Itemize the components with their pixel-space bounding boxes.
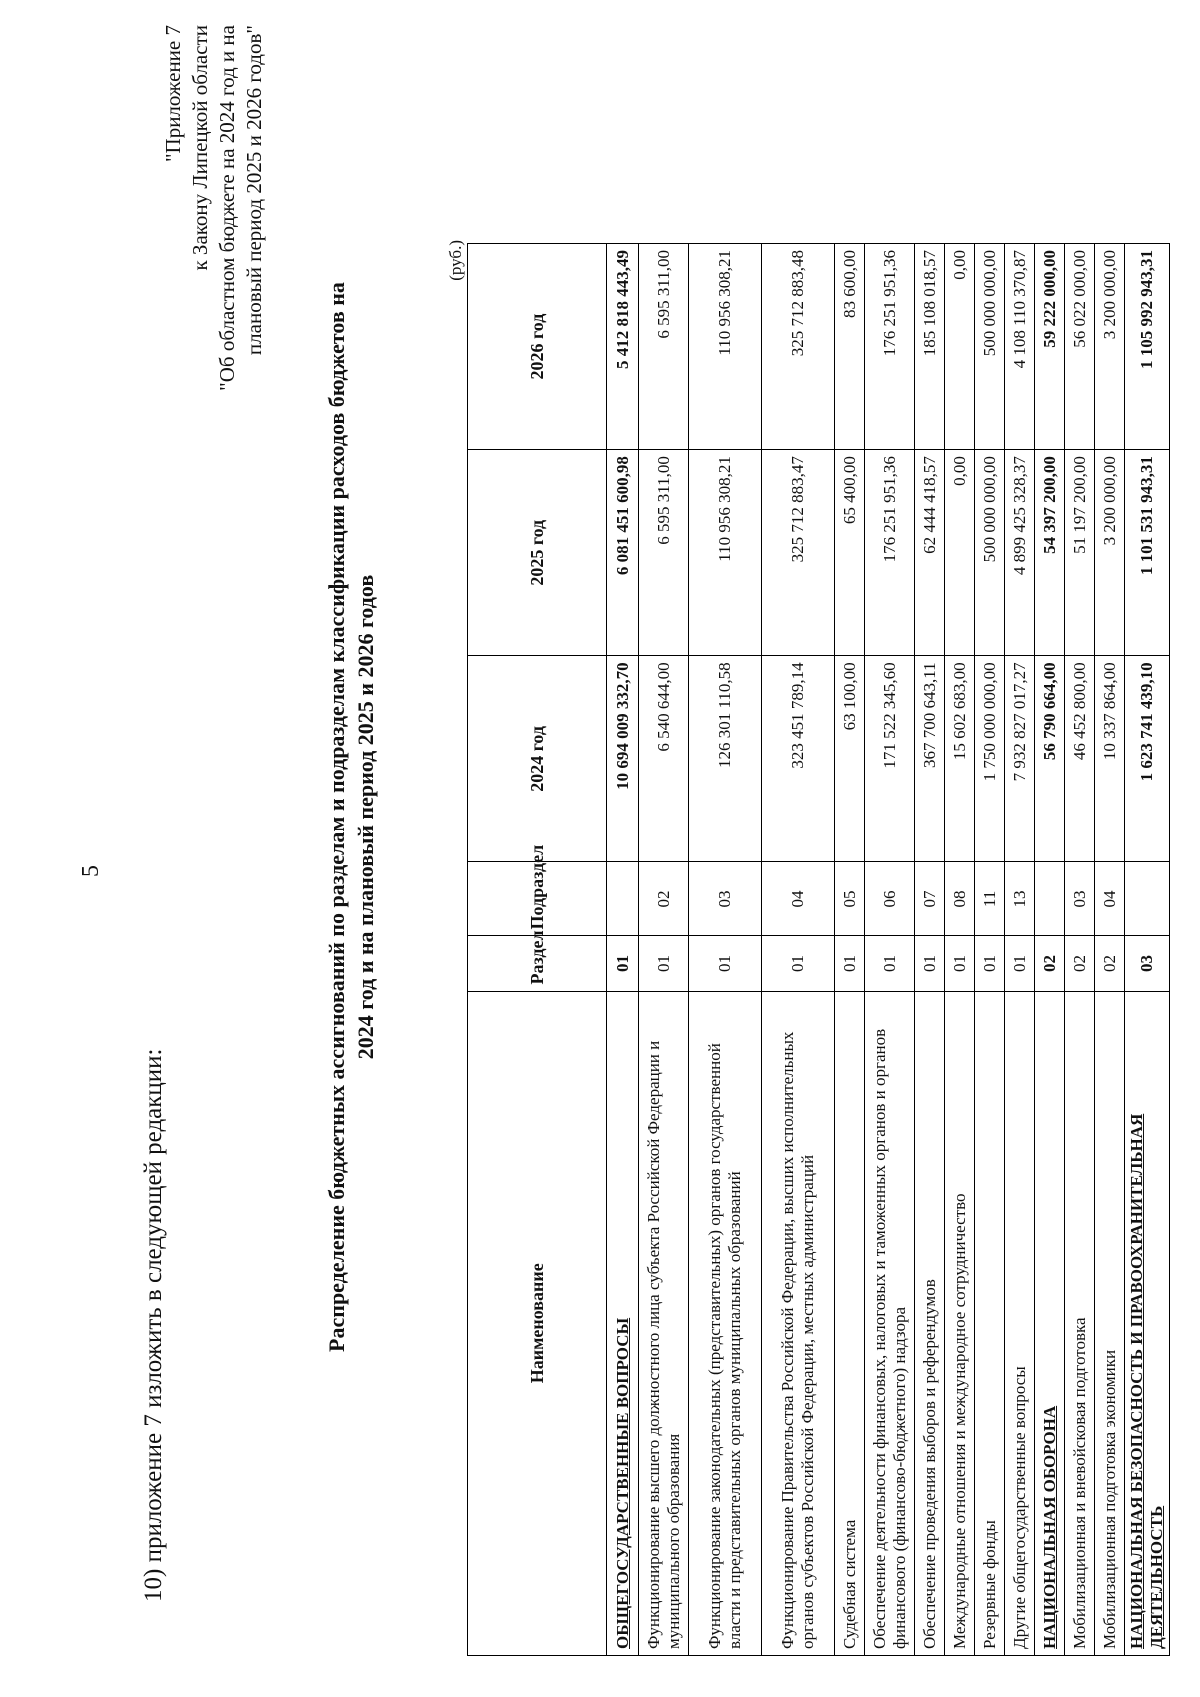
row-value-2024: 1 750 000 000,00: [975, 656, 1005, 862]
header-name: Наименование: [468, 991, 607, 1655]
header-section: Раздел: [468, 936, 607, 991]
row-value-2026: 4 108 110 370,87: [1005, 244, 1035, 450]
row-name: Мобилизационная и вневойсковая подготовка: [1065, 991, 1095, 1655]
budget-table: [467, 243, 1170, 1656]
table-row: [945, 244, 975, 1656]
annex-line: плановый период 2025 и 2026 годов": [242, 25, 266, 356]
row-subsection: 11: [975, 862, 1005, 936]
row-section: 01: [865, 936, 915, 991]
row-value-2026: 5 412 818 443,49: [607, 244, 639, 450]
annex-header: [160, 25, 268, 725]
row-name: Функционирование Правительства Российской Федерации, высших исполнительных органов субъектов Российской Федерации, местных администраций: [762, 991, 835, 1655]
row-subsection: 08: [945, 862, 975, 936]
row-value-2026: 56 022 000,00: [1065, 244, 1095, 450]
row-value-2025: 6 081 451 600,98: [607, 450, 639, 656]
row-section: 01: [975, 936, 1005, 991]
row-value-2026: 59 222 000,00: [1035, 244, 1065, 450]
row-section: 02: [1035, 936, 1065, 991]
row-subsection: [1125, 862, 1170, 936]
row-value-2025: 54 397 200,00: [1035, 450, 1065, 656]
row-value-2026: 325 712 883,48: [762, 244, 835, 450]
row-value-2025: 0,00: [945, 450, 975, 656]
row-section: 01: [945, 936, 975, 991]
page-number: 5: [78, 865, 104, 877]
table-row: [1095, 244, 1125, 1656]
row-section: 01: [915, 936, 945, 991]
table-row: [1005, 244, 1035, 1656]
row-value-2025: 51 197 200,00: [1065, 450, 1095, 656]
unit-label: (руб.): [446, 240, 465, 281]
header-2024: 2024 год: [468, 656, 607, 862]
row-section: 01: [639, 936, 689, 991]
intro-text: 10) приложение 7 изложить в следующей редакции:: [140, 1048, 167, 1602]
row-name: Другие общегосударственные вопросы: [1005, 991, 1035, 1655]
row-subsection: 02: [639, 862, 689, 936]
title-line-1: Распределение бюджетных ассигнований по разделам и подразделам классификации расходов бюджетов на: [324, 282, 349, 1352]
row-subsection: [1035, 862, 1065, 936]
row-value-2024: 63 100,00: [835, 656, 865, 862]
row-value-2024: 10 694 009 332,70: [607, 656, 639, 862]
row-value-2025: 4 899 425 328,37: [1005, 450, 1035, 656]
row-name: ОБЩЕГОСУДАРСТВЕННЫЕ ВОПРОСЫ: [607, 991, 639, 1655]
row-value-2024: 56 790 664,00: [1035, 656, 1065, 862]
row-name: Международные отношения и международное сотрудничество: [945, 991, 975, 1655]
row-name: Обеспечение деятельности финансовых, налоговых и таможенных органов и органов финансового (финансово-бюджетного) надзора: [865, 991, 915, 1655]
row-value-2025: 325 712 883,47: [762, 450, 835, 656]
row-value-2025: 110 956 308,21: [689, 450, 762, 656]
table-row: [835, 244, 865, 1656]
document-title: [322, 67, 380, 1567]
row-value-2024: 6 540 644,00: [639, 656, 689, 862]
row-value-2025: 65 400,00: [835, 450, 865, 656]
row-section: 02: [1095, 936, 1125, 991]
row-section: 01: [607, 936, 639, 991]
header-2025: 2025 год: [468, 450, 607, 656]
row-value-2026: 6 595 311,00: [639, 244, 689, 450]
row-value-2025: 62 444 418,57: [915, 450, 945, 656]
row-name: Функционирование законодательных (представительных) органов государственной власти и представительных органов муниципальных образований: [689, 991, 762, 1655]
annex-line: "Приложение 7: [161, 25, 185, 163]
header-2026: 2026 год: [468, 244, 607, 450]
row-value-2026: 83 600,00: [835, 244, 865, 450]
row-section: 01: [1005, 936, 1035, 991]
row-name: Резервные фонды: [975, 991, 1005, 1655]
table-row: [639, 244, 689, 1656]
row-value-2025: 176 251 951,36: [865, 450, 915, 656]
table-header-row: [468, 244, 607, 1656]
row-section: 02: [1065, 936, 1095, 991]
table-row: [1065, 244, 1095, 1656]
table-row: [607, 244, 639, 1656]
row-name: НАЦИОНАЛЬНАЯ ОБОРОНА: [1035, 991, 1065, 1655]
row-value-2024: 1 623 741 439,10: [1125, 656, 1170, 862]
row-value-2024: 126 301 110,58: [689, 656, 762, 862]
title-line-2: 2024 год и на плановый период 2025 и 2026 годов: [353, 574, 378, 1060]
table-row: [762, 244, 835, 1656]
row-value-2026: 1 105 992 943,31: [1125, 244, 1170, 450]
row-subsection: 04: [1095, 862, 1125, 936]
table-row: [1035, 244, 1065, 1656]
row-subsection: 03: [689, 862, 762, 936]
table-row: [689, 244, 762, 1656]
row-subsection: 05: [835, 862, 865, 936]
row-value-2025: 3 200 000,00: [1095, 450, 1125, 656]
table-row: [1125, 244, 1170, 1656]
row-value-2026: 176 251 951,36: [865, 244, 915, 450]
row-section: 01: [762, 936, 835, 991]
header-subsection: Подраздел: [468, 862, 607, 936]
row-value-2026: 110 956 308,21: [689, 244, 762, 450]
row-subsection: 03: [1065, 862, 1095, 936]
row-subsection: 13: [1005, 862, 1035, 936]
row-value-2026: 3 200 000,00: [1095, 244, 1125, 450]
row-value-2024: 10 337 864,00: [1095, 656, 1125, 862]
annex-line: к Закону Липецкой области: [188, 25, 212, 271]
row-value-2024: 7 932 827 017,27: [1005, 656, 1035, 862]
row-value-2024: 323 451 789,14: [762, 656, 835, 862]
row-value-2026: 185 108 018,57: [915, 244, 945, 450]
row-section: 03: [1125, 936, 1170, 991]
table-row: [915, 244, 945, 1656]
row-subsection: 04: [762, 862, 835, 936]
table-body: [607, 244, 1170, 1656]
row-value-2024: 15 602 683,00: [945, 656, 975, 862]
row-name: Функционирование высшего должностного лица субъекта Российской Федерации и муниципального образования: [639, 991, 689, 1655]
row-value-2024: 46 452 800,00: [1065, 656, 1095, 862]
row-section: 01: [835, 936, 865, 991]
row-name: Обеспечение проведения выборов и референдумов: [915, 991, 945, 1655]
row-name: НАЦИОНАЛЬНАЯ БЕЗОПАСНОСТЬ И ПРАВООХРАНИТЕЛЬНАЯ ДЕЯТЕЛЬНОСТЬ: [1125, 991, 1170, 1655]
row-value-2026: 0,00: [945, 244, 975, 450]
row-value-2024: 171 522 345,60: [865, 656, 915, 862]
row-value-2025: 6 595 311,00: [639, 450, 689, 656]
row-name: Судебная система: [835, 991, 865, 1655]
row-value-2025: 1 101 531 943,31: [1125, 450, 1170, 656]
table-row: [975, 244, 1005, 1656]
row-subsection: 07: [915, 862, 945, 936]
table-row: [865, 244, 915, 1656]
row-value-2025: 500 000 000,00: [975, 450, 1005, 656]
row-subsection: 06: [865, 862, 915, 936]
row-section: 01: [689, 936, 762, 991]
annex-line: "Об областном бюджете на 2024 год и на: [215, 25, 239, 391]
row-value-2026: 500 000 000,00: [975, 244, 1005, 450]
row-value-2024: 367 700 643,11: [915, 656, 945, 862]
row-subsection: [607, 862, 639, 936]
row-name: Мобилизационная подготовка экономики: [1095, 991, 1125, 1655]
